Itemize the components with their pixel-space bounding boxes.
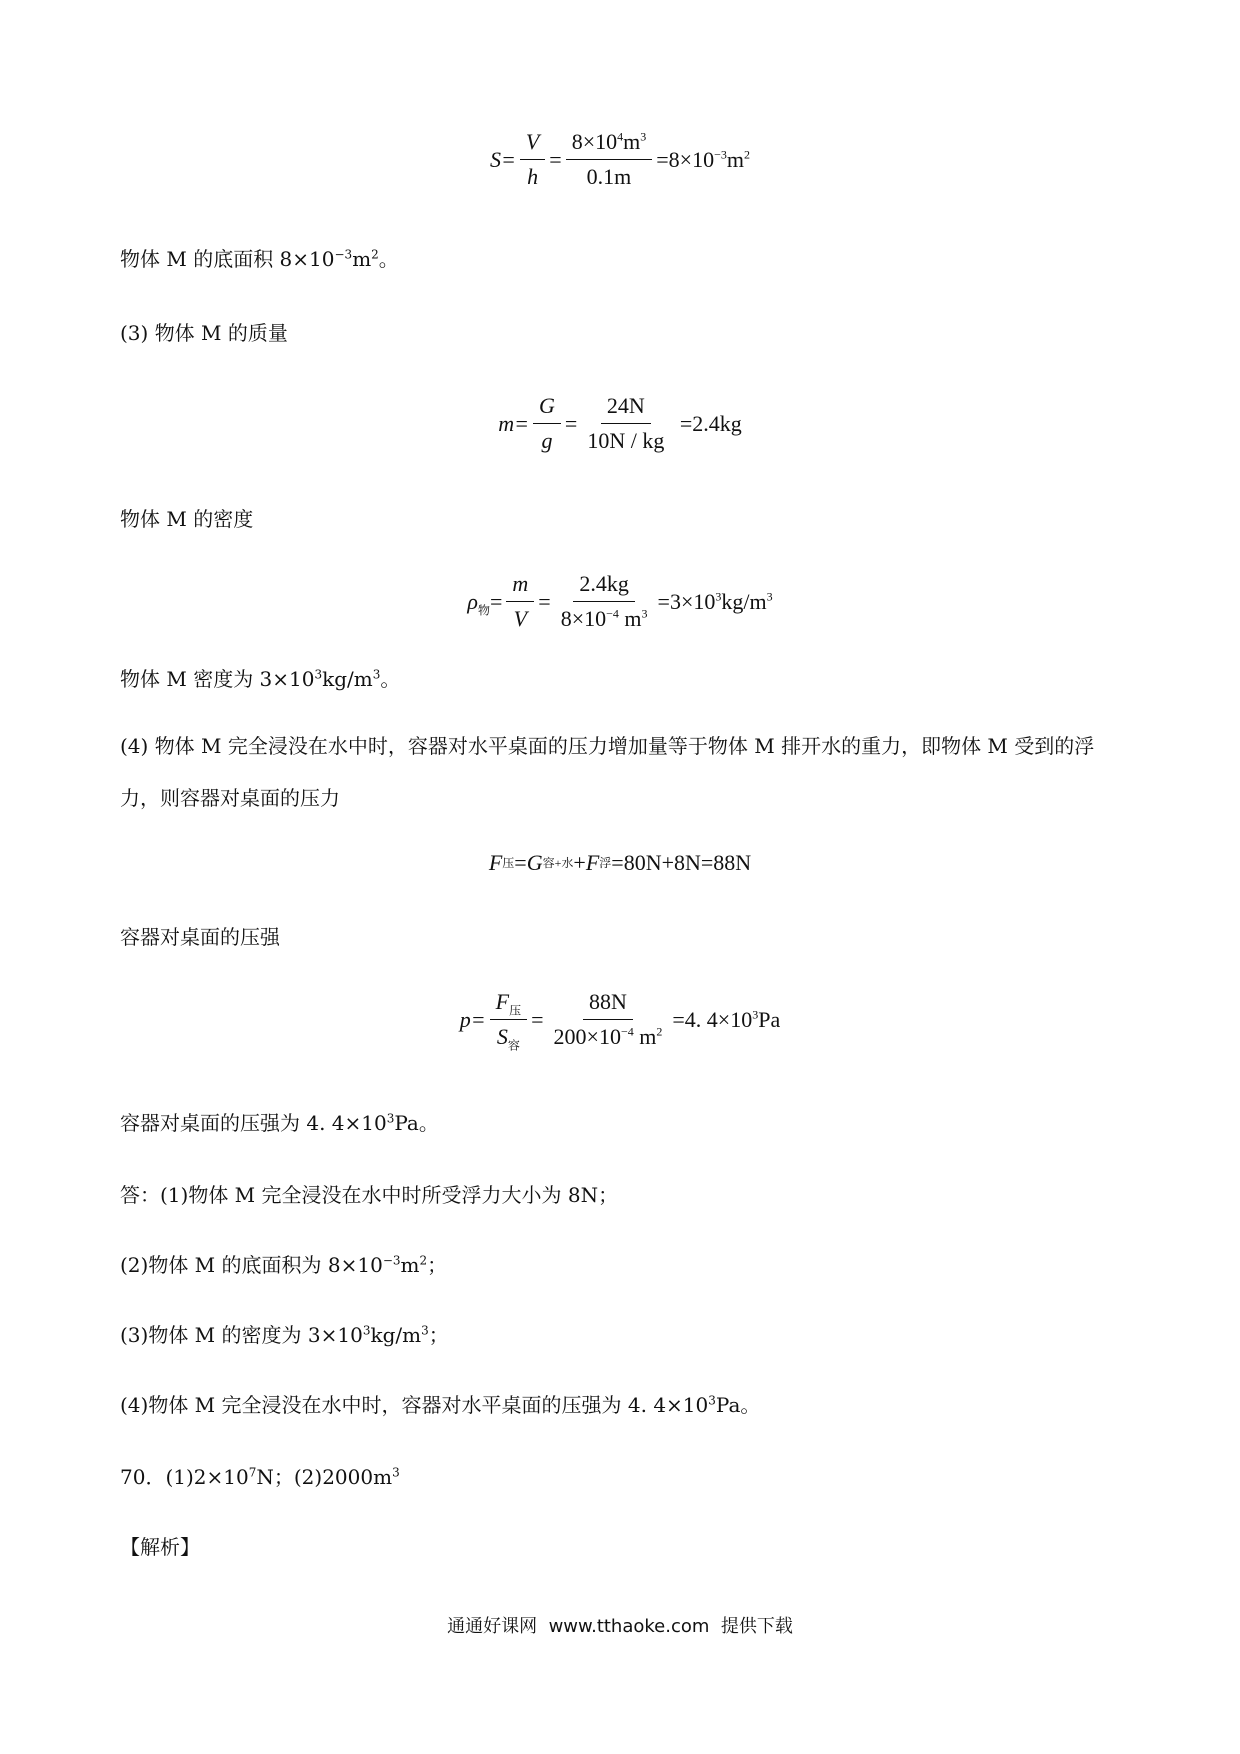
eq-result — [658, 589, 773, 615]
paragraph: (4) 物体 M 完全浸没在水中时，容器对水平桌面的压力增加量等于物体 M 排开水的重力，即物体 M 受到的浮力，则容器对桌面的压力 — [120, 734, 1095, 810]
fraction-denominator: 0.1m — [586, 164, 632, 189]
paragraph: (3) 物体 M 的质量 — [120, 321, 288, 345]
symbol: G — [526, 850, 543, 875]
unit-exponent: 3 — [392, 1465, 400, 1480]
unit-exponent: 2 — [656, 1024, 663, 1039]
section-heading-jiexi: 【解析】 — [120, 1535, 200, 1559]
fraction — [506, 570, 534, 633]
paragraph — [120, 1110, 439, 1136]
subscript: 物 — [477, 602, 490, 617]
fraction-numerator: V — [520, 128, 545, 160]
page-footer: 通通好课网 www.tthaoke.com 提供下载 — [447, 1616, 793, 1637]
fraction — [566, 128, 653, 191]
unit: m — [400, 1253, 420, 1277]
fraction-numerator: G — [533, 392, 561, 424]
fraction — [520, 128, 545, 191]
unit: Pa。 — [394, 1111, 439, 1135]
exponent: 3 — [314, 667, 323, 682]
paragraph: 容器对桌面的压强 — [120, 925, 280, 949]
unit: Pa。 — [715, 1393, 761, 1417]
question-70-answer — [120, 1464, 400, 1490]
equals-sign: = — [489, 588, 503, 614]
result-text: =3×10 — [657, 588, 716, 614]
exponent: 3 — [752, 1007, 759, 1022]
equation-area — [0, 570, 1240, 633]
answer-line — [120, 1392, 760, 1418]
unit-exponent: 3 — [372, 667, 381, 682]
unit-exponent: 2 — [371, 247, 379, 262]
fraction — [533, 392, 561, 455]
unit: kg/m — [322, 667, 373, 691]
text: 物体 M 密度为 3×10 — [120, 667, 315, 691]
result-text: =8×10 — [656, 146, 715, 172]
exponent: 3 — [715, 589, 722, 604]
eq-lhs: m= — [498, 410, 529, 436]
fraction-numerator — [566, 128, 653, 160]
symbol: ρ — [467, 588, 478, 614]
eq-result: =2.4kg — [674, 410, 742, 436]
text: 70．(1)2×10 — [120, 1465, 249, 1489]
mantissa: 8×10 — [560, 606, 607, 631]
unit-exponent: 3 — [640, 129, 647, 144]
exponent: −3 — [334, 247, 353, 262]
unit: kg/m — [370, 1323, 422, 1347]
equals-sign: = — [538, 588, 551, 614]
mantissa: 8×10 — [571, 129, 618, 154]
eq-result — [672, 1007, 780, 1033]
unit-exponent: 3 — [641, 606, 648, 621]
symbol: F — [585, 850, 600, 875]
unit: m — [726, 146, 744, 172]
text: N；(2)2000m — [256, 1465, 393, 1489]
result-text: =4. 4×10 — [672, 1006, 753, 1032]
paragraph: 物体 M 的密度 — [120, 507, 254, 531]
eq-result — [656, 147, 750, 173]
fraction-numerator: 2.4kg — [573, 570, 635, 602]
fraction-denominator — [548, 1020, 669, 1051]
text: 容器对桌面的压强为 4. 4×10 — [120, 1111, 387, 1135]
unit: m — [352, 247, 372, 271]
fraction — [581, 392, 670, 455]
fraction-denominator: g — [541, 428, 553, 453]
punctuation: 。 — [378, 247, 399, 271]
equation-area — [0, 988, 1240, 1051]
unit: m — [633, 1024, 657, 1049]
paragraph — [120, 666, 400, 692]
answer-line — [120, 1322, 449, 1348]
eq-result: =80N+8N=88N — [611, 850, 752, 875]
plus-sign: + — [573, 850, 586, 875]
fraction-denominator — [555, 602, 654, 633]
exponent: 3 — [386, 1111, 395, 1126]
fraction-numerator: 24N — [601, 392, 651, 424]
fraction — [555, 570, 654, 633]
equation-area — [0, 392, 1240, 455]
punctuation: 。 — [380, 667, 401, 691]
equals-sign: = — [564, 410, 578, 436]
exponent: −4 — [606, 606, 619, 621]
equals-sign: = — [514, 850, 527, 875]
equals-sign: = — [549, 146, 562, 172]
fraction — [548, 988, 669, 1051]
eq-lhs — [467, 589, 490, 615]
equation-area — [0, 128, 1240, 191]
unit-exponent: 2 — [744, 147, 750, 162]
fraction-numerator: 88N — [583, 988, 633, 1020]
unit-exponent: 3 — [421, 1323, 429, 1338]
text: (4)物体 M 完全浸没在水中时，容器对水平桌面的压强为 4. 4×10 — [120, 1393, 709, 1417]
fraction — [490, 988, 527, 1051]
fraction-denominator: h — [527, 164, 539, 189]
exponent: 4 — [617, 129, 624, 144]
unit-exponent: 2 — [419, 1253, 428, 1268]
unit: m — [618, 606, 642, 631]
answer-line: 答：(1)物体 M 完全浸没在水中时所受浮力大小为 8N； — [120, 1183, 619, 1207]
text: 物体 M 的底面积 8×10 — [120, 247, 335, 271]
eq-lhs: S= — [489, 146, 516, 172]
unit-exponent: 3 — [766, 589, 773, 604]
unit: m — [623, 129, 641, 154]
fraction-numerator — [490, 988, 527, 1020]
subscript: 容 — [507, 1038, 520, 1053]
fraction-denominator: 10N / kg — [587, 428, 665, 453]
exponent: 3 — [362, 1323, 371, 1338]
symbol: F — [495, 989, 510, 1014]
unit: kg/m — [721, 588, 767, 614]
exponent: −3 — [382, 1253, 401, 1268]
exponent: −4 — [620, 1024, 634, 1039]
unit: Pa — [758, 1006, 781, 1032]
equals-sign: = — [531, 1006, 544, 1032]
subscript: 压 — [509, 1003, 522, 1018]
text: (2)物体 M 的底面积为 8×10 — [120, 1253, 383, 1277]
punctuation: ； — [428, 1323, 449, 1347]
mantissa: 200×10 — [553, 1024, 621, 1049]
fraction-numerator: m — [506, 570, 534, 602]
symbol: S — [496, 1024, 508, 1049]
exponent: −3 — [714, 147, 727, 162]
exponent: 3 — [708, 1393, 716, 1408]
text: (3)物体 M 的密度为 3×10 — [120, 1323, 363, 1347]
equation-area: F 压 = G 容+水 + F 浮 =80N+8N=88N — [488, 850, 752, 875]
eq-lhs: p= — [459, 1006, 486, 1032]
exponent: 7 — [248, 1465, 257, 1480]
fraction-denominator — [491, 1020, 526, 1051]
symbol: F — [488, 850, 503, 875]
paragraph — [120, 246, 399, 272]
answer-line — [120, 1252, 447, 1278]
fraction-denominator: V — [513, 606, 528, 631]
punctuation: ； — [427, 1253, 448, 1277]
